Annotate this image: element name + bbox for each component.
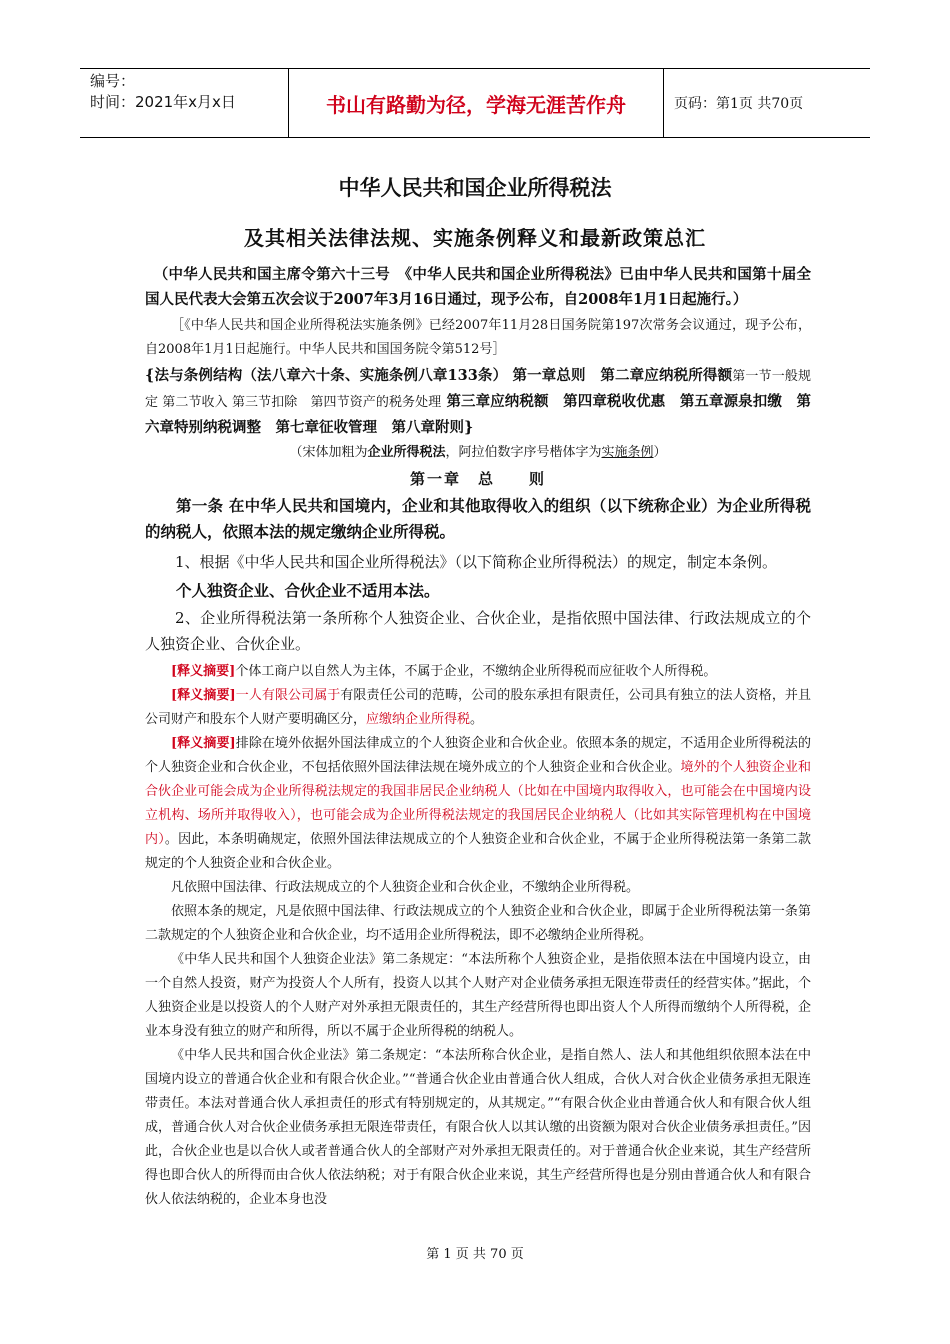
page-header: [80, 68, 870, 138]
paragraph-3: 《中华人民共和国个人独资企业法》第二条规定：“本法所称个人独资企业，是指依照本法在中国境内设立，由一个自然人投资，财产为投资人个人所有，投资人以其个人财产对企业债务承担无限连带责任的经营实体。”据此，个人独资企业是以投资人的个人财产对外承担无限责任的，其生产经营所得也即出资人个人所得而缴纳个人所得税，企业本身没有独立的财产和所得，所以不属于企业所得税的纳税人。: [145, 952, 811, 1039]
paragraph-2: 依照本条的规定，凡是依照中国法律、行政法规成立的个人独资企业和合伙企业，即属于企业所得税法第一条第二款规定的个人独资企业和合伙企业，均不适用企业所得税法，即不必缴纳企业所得税。: [145, 904, 811, 943]
commentary-3: [145, 732, 811, 876]
paragraph-1: 凡依照中国法律、行政法规成立的个人独资企业和合伙企业，不缴纳企业所得税。: [171, 880, 640, 895]
page-footer: 第 1 页 共 70 页: [426, 1247, 524, 1262]
font-legend-regulation: 实施条例: [601, 445, 654, 460]
commentary-2-highlight: 一人有限公司属于: [235, 688, 341, 703]
structure-outline-sections: 第一节一般规定 第二节收入 第三节扣除 第四节资产的税务处理: [145, 369, 811, 410]
font-legend-law: 企业所得税法: [367, 445, 446, 460]
document-date: 时间：2021年x月x日: [90, 93, 236, 111]
structure-outline-bold: {法与条例结构（法八章六十条、实施条例八章133条） 第一章总则 第二章应纳税所得额: [145, 367, 733, 384]
commentary-2-end: 。: [470, 712, 484, 727]
font-legend-prefix: （宋体加粗为: [289, 445, 368, 460]
commentary-1-text: 个体工商户以自然人为主体，不属于企业，不缴纳企业所得税而应征收个人所得税。: [235, 664, 717, 679]
commentary-3-text-2: 。因此，本条明确规定，依照外国法律法规成立的个人独资企业和合伙企业，不属于企业所得税法第一条第二款规定的个人独资企业和合伙企业。: [145, 832, 811, 871]
regulation-2: 2、企业所得税法第一条所称个人独资企业、合伙企业，是指依照中国法律、行政法规成立的个人独资企业、合伙企业。: [145, 609, 811, 653]
document-body: [145, 262, 811, 1212]
regulation-1: 1、根据《中华人民共和国企业所得税法》（以下简称企业所得税法）的规定，制定本条例。: [175, 553, 778, 571]
paragraph-4: 《中华人民共和国合伙企业法》第二条规定：“本法所称合伙企业，是指自然人、法人和其他组织依照本法在中国境内设立的普通合伙企业和有限合伙企业。”“普通合伙企业由普通合伙人组成，合伙人对合伙企业债务承担无限连带责任。本法对普通合伙人承担责任的形式有特别规定的，从其规定。”“有限合伙企业由普通合伙人和有限合伙人组成，普通合伙人对合伙企业债务承担无限连带责任，有限合伙人以其认缴的出资额为限对合伙企业债务承担责任。”因此，合伙企业也是以合伙人或者普通合伙人的全部财产对外承担无限责任的。对于普通合伙企业来说，其生产经营所得也即合伙人的所得而由合伙人依法纳税；对于有限合伙企业来说，其生产经营所得也是分别由普通合伙人和有限合伙人依法纳税的，企业本身也没: [145, 1048, 811, 1207]
commentary-2: [145, 684, 811, 732]
commentary-2-highlight-2: 应缴纳企业所得税: [366, 712, 471, 727]
document-number-label: 编号：: [90, 72, 136, 90]
regulation-note: ［《中华人民共和国企业所得税法实施条例》已经2007年11月28日国务院第197次常务会议通过，现予公布，自2008年1月1日起施行。中华人民共和国国务院令第512号］: [145, 318, 811, 357]
commentary-2-text: 有限责任公司的范畴，公司的股东承担有限责任，公司具有独立的法人资格，并且公司财产和股东个人财产要明确区分，: [145, 688, 811, 727]
font-legend: [145, 441, 811, 465]
commentary-tag: [释义摘要]: [171, 736, 236, 751]
law-clause: 个人独资企业、合伙企业不适用本法。: [176, 581, 440, 600]
commentary-1: [145, 660, 811, 684]
structure-outline: [145, 363, 811, 441]
font-legend-mid: ，阿拉伯数字序号楷体字为: [445, 445, 602, 460]
promulgation-note: （中华人民共和国主席令第六十三号 《中华人民共和国企业所得税法》已由中华人民共和国第十届全国人民代表大会第五次会议于2007年3月16日通过，现予公布，自2008年1月1日起施行。）: [145, 266, 811, 308]
document-subtitle: 及其相关法律法规、实施条例释义和最新政策总汇: [244, 226, 706, 250]
document-title: 中华人民共和国企业所得税法: [338, 176, 612, 200]
commentary-tag: [释义摘要]: [171, 664, 236, 679]
commentary-tag: [释义摘要]: [171, 688, 236, 703]
article-1: 第一条 在中华人民共和国境内，企业和其他取得收入的组织（以下统称企业）为企业所得税的纳税人，依照本法的规定缴纳企业所得税。: [145, 496, 811, 541]
chapter-heading: 第一章 总 则: [409, 470, 546, 488]
font-legend-suffix: ）: [653, 445, 667, 460]
structure-outline-bold-2: 第三章应纳税额 第四章税收优惠 第五章源泉扣缴 第六章特别纳税调整 第七章征收管理 第八章附则}: [145, 393, 812, 436]
commentary-3-highlight: 境外的个人独资企业和合伙企业可能会成为企业所得税法规定的我国非居民企业纳税人（比如在中国境内取得收入，也可能会在中国境内设立机构、场所并取得收入），也可能会成为企业所得税法规定的我国居民企业纳税人（比如其实际管理机构在中国境内）: [145, 760, 811, 847]
commentary-3-text: 排除在境外依据外国法律成立的个人独资企业和合伙企业。依照本条的规定，不适用企业所得税法的个人独资企业和合伙企业，不包括依照外国法律法规在境外成立的个人独资企业和合伙企业。: [145, 736, 811, 775]
header-motto: 书山有路勤为径，学海无涯苦作舟: [289, 69, 664, 137]
header-meta: [80, 69, 289, 137]
header-page-info: 页码：第1页 共70页: [674, 96, 804, 112]
